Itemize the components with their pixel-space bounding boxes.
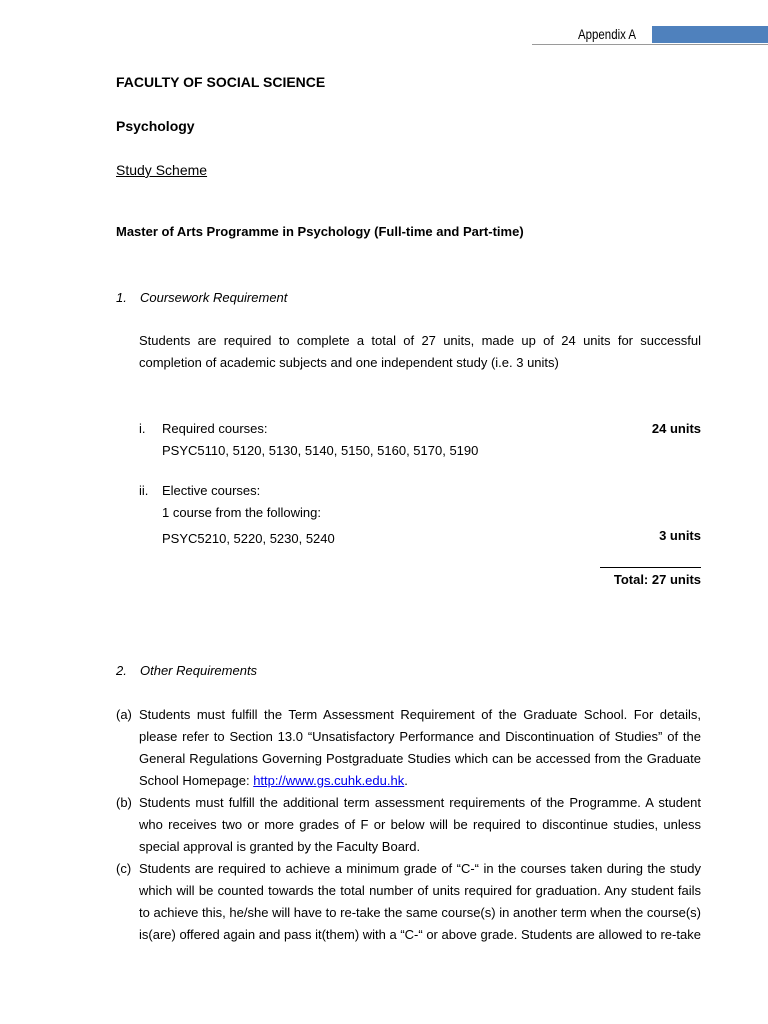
faculty-title: FACULTY OF SOCIAL SCIENCE — [116, 74, 326, 90]
section-1-heading-text: Coursework Requirement — [140, 290, 288, 305]
item-text: Students must fulfill the additional term assessment requirements of the Programme. A student who receives two or more grades of F or below will be required to discontinue studies, unless special approval is granted by the Faculty Board. — [139, 795, 701, 854]
item-marker: (b) — [116, 795, 132, 810]
list-item — [116, 858, 701, 946]
item-marker: (a) — [116, 707, 132, 722]
elective-units: 3 units — [659, 528, 701, 543]
elective-courses-label: Elective courses: — [162, 483, 261, 498]
section-2-heading-text: Other Requirements — [140, 663, 258, 678]
section-2-heading — [116, 663, 257, 678]
section-1-number: 1. — [116, 290, 127, 305]
item-text: Students are required to achieve a minimum grade of “C-“ in the courses taken during the study which will be counted towards the total number of units required for graduation. Any student fails to achieve this, he/she will have to re-take the same course(s) in another term when the course(s) is(are) offered again and pass it(them) with a “C-“ or above grade. Students are allowed to re-take — [139, 861, 701, 942]
appendix-label: Appendix A — [578, 26, 637, 42]
required-courses-list: PSYC5110, 5120, 5130, 5140, 5150, 5160, 5170, 5190 — [162, 443, 479, 458]
elective-marker: ii. — [139, 483, 149, 498]
required-courses-label: Required courses: — [162, 421, 268, 436]
list-item — [116, 704, 701, 792]
elective-courses-list: PSYC5210, 5220, 5230, 5240 — [162, 531, 335, 546]
programme-title: Master of Arts Programme in Psychology (Full-time and Part-time) — [116, 224, 524, 239]
item-marker: (c) — [116, 861, 132, 876]
section-2-number: 2. — [116, 663, 127, 678]
item-text: Students must fulfill the Term Assessment Requirement of the Graduate School. For details, please refer to Section 13.0 “Unsatisfactory Performance and Discontinuation of Studies” of the General Regulations Governing Postgraduate Studies which can be accessed from the Graduate School Homepage: — [139, 707, 701, 788]
other-requirements-list — [116, 704, 701, 946]
section-1-heading — [116, 290, 287, 305]
elective-note: 1 course from the following: — [162, 505, 321, 520]
section-1-intro: Students are required to complete a total of 27 units, made up of 24 units for successful completion of academic subjects and one independent study (i.e. 3 units) — [139, 333, 701, 370]
required-units: 24 units — [651, 421, 701, 436]
required-marker: i. — [139, 421, 146, 436]
item-text-end: . — [404, 773, 408, 788]
study-scheme-title: Study Scheme — [116, 162, 208, 178]
appendix-accent-strip — [652, 26, 768, 43]
graduate-school-link[interactable]: http://www.gs.cuhk.edu.hk — [253, 773, 405, 788]
total-units: Total: 27 units — [613, 572, 701, 587]
subject-title: Psychology — [116, 118, 195, 134]
list-item — [116, 792, 701, 858]
total-rule — [600, 567, 701, 568]
